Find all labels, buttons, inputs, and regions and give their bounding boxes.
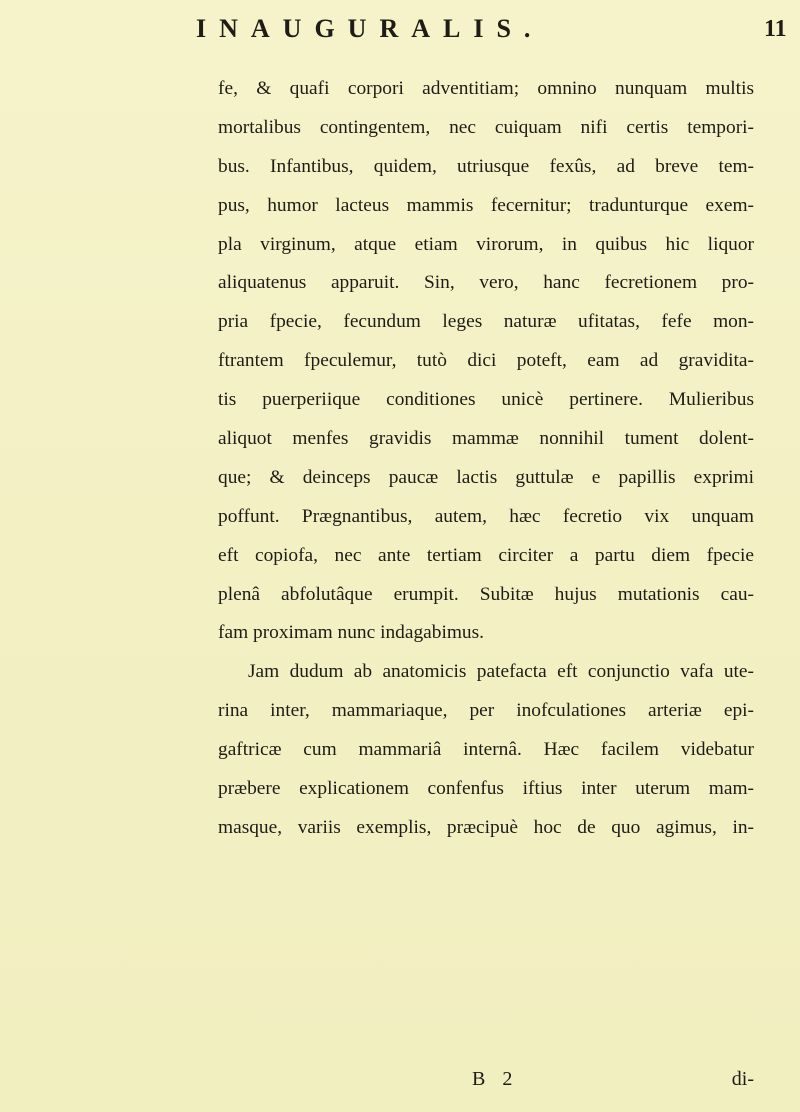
- text-line: que; & deinceps paucæ lactis guttulæ e papillis exprimi: [218, 466, 754, 488]
- page-number: 11: [764, 16, 787, 42]
- text-line: mortalibus contingentem, nec cuiquam nifi certis tempori-: [218, 116, 754, 138]
- text-line: pria fpecie, fecundum leges naturæ ufitatas, fefe mon-: [218, 311, 754, 333]
- text-line: masque, variis exemplis, præcipuè hoc de quo agimus, in-: [218, 816, 754, 838]
- text-line: eft copiofa, nec ante tertiam circiter a partu diem fpecie: [218, 544, 754, 566]
- catchword: di-: [731, 1068, 754, 1090]
- text-line: pla virginum, atque etiam virorum, in quibus hic liquor: [218, 233, 754, 255]
- text-line: ftrantem fpeculemur, tutò dici poteft, eam ad gravidita-: [218, 350, 754, 372]
- running-head: INAUGURALIS.: [196, 14, 544, 43]
- paragraph-start-line: Jam dudum ab anatomicis patefacta eft conjunctio vafa ute-: [248, 661, 754, 683]
- text-line: fe, & quafi corpori adventitiam; omnino nunquam multis: [218, 78, 754, 99]
- paragraph-end-line: fam proximam nunc indagabimus.: [218, 622, 485, 644]
- text-line: aliquot menfes gravidis mammæ nonnihil tument dolent-: [218, 428, 754, 450]
- text-line: gaftricæ cum mammariâ internâ. Hæc facilem videbatur: [218, 739, 754, 761]
- text-line: tis puerperiique conditiones unicè pertinere. Mulieribus: [218, 389, 754, 411]
- text-line: aliquatenus apparuit. Sin, vero, hanc fecretionem pro-: [218, 272, 754, 294]
- signature-mark: B 2: [472, 1068, 519, 1090]
- text-line: plenâ abfolutâque erumpit. Subitæ hujus mutationis cau-: [218, 583, 754, 605]
- page-footer: [218, 1068, 754, 1098]
- text-line: bus. Infantibus, quidem, utriusque fexûs, ad breve tem-: [218, 155, 754, 177]
- text-line: poffunt. Prægnantibus, autem, hæc fecretio vix unquam: [218, 505, 754, 527]
- text-line: præbere explicationem confenfus iftius inter uterum mam-: [218, 778, 754, 800]
- body-text: [218, 70, 754, 848]
- text-line: rina inter, mammariaque, per inofculationes arteriæ epi-: [218, 700, 754, 722]
- text-line: pus, humor lacteus mammis fecernitur; tradunturque exem-: [218, 194, 754, 216]
- page-header: [196, 14, 796, 54]
